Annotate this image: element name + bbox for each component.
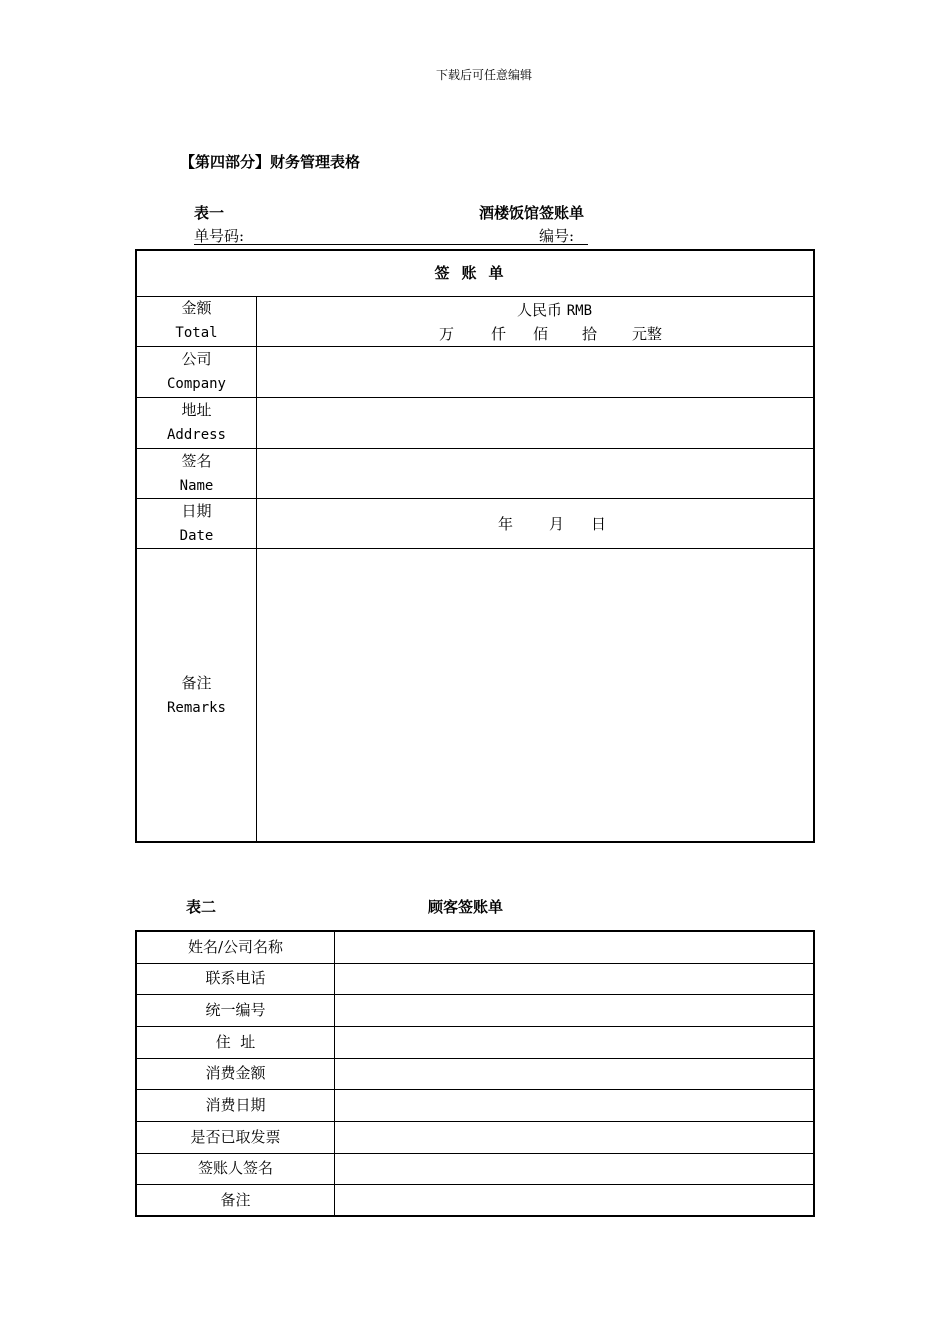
bill-table-heading: 签账单 <box>137 251 813 297</box>
unit-wan: 万 <box>439 325 455 343</box>
row-label: 住 址 <box>137 1027 335 1058</box>
row-date <box>137 499 813 549</box>
row-label <box>137 549 257 843</box>
table1-title: 酒楼饭馆签账单 <box>479 204 585 222</box>
signature-field[interactable] <box>256 449 813 498</box>
unit-day: 日 <box>591 515 607 533</box>
table2-title: 顾客签账单 <box>428 898 504 916</box>
table-row <box>137 932 813 964</box>
customer-bill-table <box>135 930 815 1217</box>
row-label: 备注 <box>137 1185 335 1217</box>
total-amount-field[interactable] <box>256 296 813 346</box>
row-label: 消费日期 <box>137 1090 335 1121</box>
unit-month: 月 <box>549 515 565 533</box>
label-en: Remarks <box>166 700 226 716</box>
row-label <box>137 347 257 397</box>
unit-qian: 仟 <box>491 325 507 343</box>
label-cn: 公司 <box>181 350 212 368</box>
consumption-date-field[interactable] <box>334 1090 813 1121</box>
label-cn: 签名 <box>181 451 212 470</box>
date-field[interactable] <box>256 499 813 548</box>
currency-cn: 人民币 <box>516 301 562 319</box>
address-field[interactable] <box>334 1027 813 1058</box>
label-cn: 金额 <box>181 299 212 317</box>
label-cn: 地址 <box>181 401 212 419</box>
bill-table <box>135 249 815 843</box>
unit-year: 年 <box>498 515 514 533</box>
row-total <box>137 296 813 347</box>
row-label: 是否已取发票 <box>137 1122 335 1153</box>
row-label <box>137 296 257 346</box>
amount-field[interactable] <box>334 1058 813 1089</box>
row-label: 联系电话 <box>137 963 335 994</box>
signer-signature-field[interactable] <box>334 1153 813 1184</box>
doc-number-field[interactable]: 单号码: <box>194 226 539 245</box>
name-company-field[interactable] <box>334 932 813 963</box>
row-label <box>137 499 257 548</box>
label-en: Address <box>166 427 226 443</box>
label-en: Date <box>179 527 214 544</box>
table-row <box>137 1185 813 1217</box>
phone-field[interactable] <box>334 963 813 994</box>
table-row <box>137 1122 813 1154</box>
row-label <box>137 398 257 448</box>
unit-bai: 佰 <box>533 325 549 343</box>
table-row <box>137 963 813 995</box>
remarks-field[interactable] <box>256 549 813 843</box>
row-address <box>137 398 813 449</box>
label-en: Company <box>166 376 226 392</box>
label-en: Name <box>179 477 214 494</box>
remarks-field[interactable] <box>334 1185 813 1217</box>
unit-yuanzheng: 元整 <box>632 325 663 343</box>
currency-en: RMB <box>566 303 593 319</box>
section-title: 【第四部分】财务管理表格 <box>180 153 361 171</box>
row-remarks <box>137 549 813 843</box>
row-label: 消费金额 <box>137 1058 335 1089</box>
table2-label: 表二 <box>186 898 217 916</box>
label-cn: 日期 <box>181 501 212 520</box>
label-en: Total <box>175 325 218 341</box>
table1-label: 表一 <box>194 204 225 222</box>
table-row <box>137 995 813 1027</box>
tax-id-field[interactable] <box>334 995 813 1026</box>
row-name <box>137 449 813 499</box>
row-label <box>137 449 257 498</box>
label-cn: 备注 <box>181 674 212 692</box>
row-label: 姓名/公司名称 <box>137 932 335 963</box>
invoice-field[interactable] <box>334 1122 813 1153</box>
table-row <box>137 1027 813 1059</box>
table-row <box>137 1090 813 1122</box>
currency-line <box>256 299 813 322</box>
unit-shi: 拾 <box>582 325 598 343</box>
address-field[interactable] <box>256 398 813 448</box>
table-row <box>137 1058 813 1090</box>
serial-number-field[interactable]: 编号: <box>539 226 588 245</box>
row-label: 统一编号 <box>137 995 335 1026</box>
table-row <box>137 1153 813 1185</box>
company-field[interactable] <box>256 347 813 397</box>
row-company <box>137 347 813 398</box>
header-note: 下载后可任意编辑 <box>435 68 532 82</box>
row-label: 签账人签名 <box>137 1153 335 1184</box>
